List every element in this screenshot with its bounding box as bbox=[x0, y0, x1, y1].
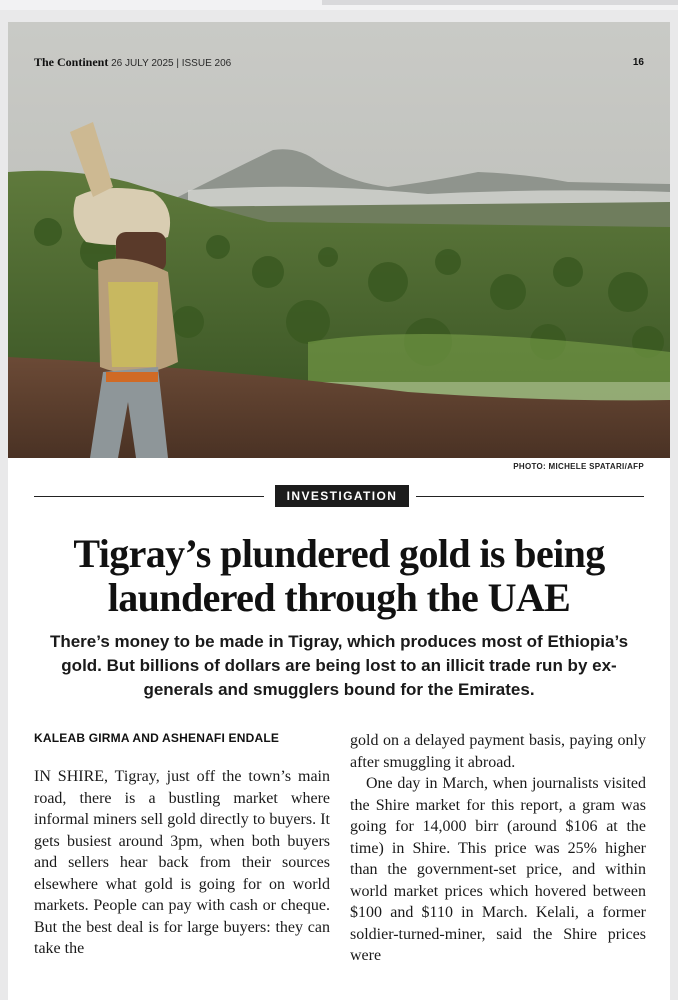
page-number: 16 bbox=[632, 57, 644, 68]
headline bbox=[18, 532, 660, 620]
headline-line-2: laundered through the UAE bbox=[107, 575, 571, 620]
section-rule-left bbox=[34, 496, 264, 497]
headline-line-1: Tigray’s plundered gold is being bbox=[73, 531, 605, 576]
brand-name: The Continent bbox=[34, 55, 109, 69]
standfirst: There’s money to be made in Tigray, which produces most of Ethiopia’s gold. But billions of dollars are being lost to an illicit trade run by ex-generals and smugglers bound for the Emirates. bbox=[49, 632, 629, 699]
top-bar-strip bbox=[322, 0, 678, 5]
article-column-1 bbox=[34, 728, 330, 960]
section-label: INVESTIGATION bbox=[275, 485, 409, 507]
body-paragraph: One day in March, when journalists visited the Shire market for this report, a gram was going for 14,000 birr (around $106 at the time) in Shire. This price was 25% higher than the government-set price, and within world market prices which hovered between $100 and $110 in March. Kelali, a former soldier-turned-miner, said the Shire prices were bbox=[350, 775, 646, 964]
body-paragraph: IN SHIRE, Tigray, just off the town’s main road, there is a bustling market where informal miners sell gold directly to buyers. It gets busiest around 3pm, when both buyers and sellers hear back from their sources elsewhere what gold is going for on world markets. People can pay with cash or cheque. But the best deal is for large buyers: they can take the bbox=[34, 768, 330, 957]
article-column-2 bbox=[350, 730, 646, 967]
byline: KALEAB GIRMA AND ASHENAFI ENDALE bbox=[34, 731, 280, 745]
body-paragraph: gold on a delayed payment basis, paying only after smuggling it abroad. bbox=[350, 732, 646, 771]
section-header bbox=[34, 485, 644, 507]
hero-photo bbox=[8, 22, 670, 458]
section-rule-right bbox=[416, 496, 644, 497]
masthead bbox=[34, 55, 231, 70]
date-issue: 26 JULY 2025 | ISSUE 206 bbox=[111, 58, 232, 69]
magazine-page[interactable] bbox=[8, 22, 670, 1000]
photo-credit: PHOTO: MICHELE SPATARI/AFP bbox=[513, 462, 644, 471]
browser-top-bar bbox=[0, 0, 678, 10]
landscape-photo-illustration bbox=[8, 22, 670, 458]
